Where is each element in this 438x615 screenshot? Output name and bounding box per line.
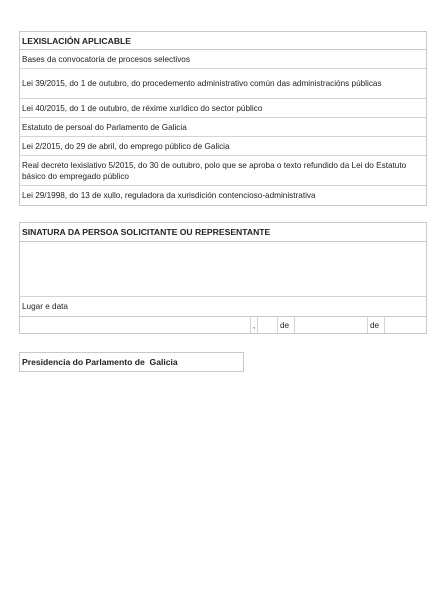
- legislation-section: [19, 31, 427, 206]
- date-comma-cell: [251, 317, 258, 333]
- date-de-cell-1: [278, 317, 295, 333]
- date-de-1: de: [280, 320, 290, 330]
- date-de-2: de: [370, 320, 380, 330]
- addressee-box: [19, 352, 244, 372]
- legislation-item-text: Lei 39/2015, do 1 de outubro, do procedemento administrativo común das administracións públicas: [22, 79, 382, 88]
- legislation-item-text: Estatuto de persoal do Parlamento de Galicia: [22, 122, 187, 132]
- legislation-item-text: Lei 40/2015, do 1 de outubro, de réxime xurídico do sector público: [22, 103, 263, 113]
- date-comma: ,: [253, 320, 256, 330]
- legislation-item: [20, 155, 426, 185]
- signature-section: [19, 222, 427, 334]
- legislation-item: [20, 49, 426, 68]
- legislation-item: [20, 68, 426, 98]
- date-de-cell-2: [368, 317, 385, 333]
- signature-header: SINATURA DA PERSOA SOLICITANTE OU REPRESENTANTE: [22, 227, 271, 237]
- place-date-fields: [20, 316, 426, 333]
- legislation-header: LEXISLACIÓN APLICABLE: [22, 36, 132, 46]
- legislation-item: [20, 185, 426, 205]
- legislation-item-text: Bases da convocatoria de procesos selectivos: [22, 54, 190, 64]
- place-date-label: Lugar e data: [22, 302, 68, 311]
- legislation-item-text: Lei 29/1998, do 13 de xullo, reguladora da xurisdición contencioso-administrativa: [22, 191, 316, 200]
- place-date-label-row: [20, 296, 426, 316]
- day-input[interactable]: [258, 317, 278, 333]
- year-input[interactable]: [385, 317, 426, 333]
- month-input[interactable]: [295, 317, 368, 333]
- legislation-item: [20, 136, 426, 155]
- legislation-item: [20, 117, 426, 136]
- legislation-item: [20, 98, 426, 117]
- signature-area[interactable]: [20, 241, 426, 297]
- legislation-item-text: Real decreto lexislativo 5/2015, do 30 de outubro, polo que se aproba o texto refundido da Lei do Estatuto básico do empregado público: [22, 160, 407, 181]
- place-input[interactable]: [20, 317, 251, 333]
- addressee-label: Presidencia do Parlamento de Galicia: [22, 357, 178, 367]
- legislation-item-text: Lei 2/2015, do 29 de abril, do emprego público de Galicia: [22, 141, 230, 151]
